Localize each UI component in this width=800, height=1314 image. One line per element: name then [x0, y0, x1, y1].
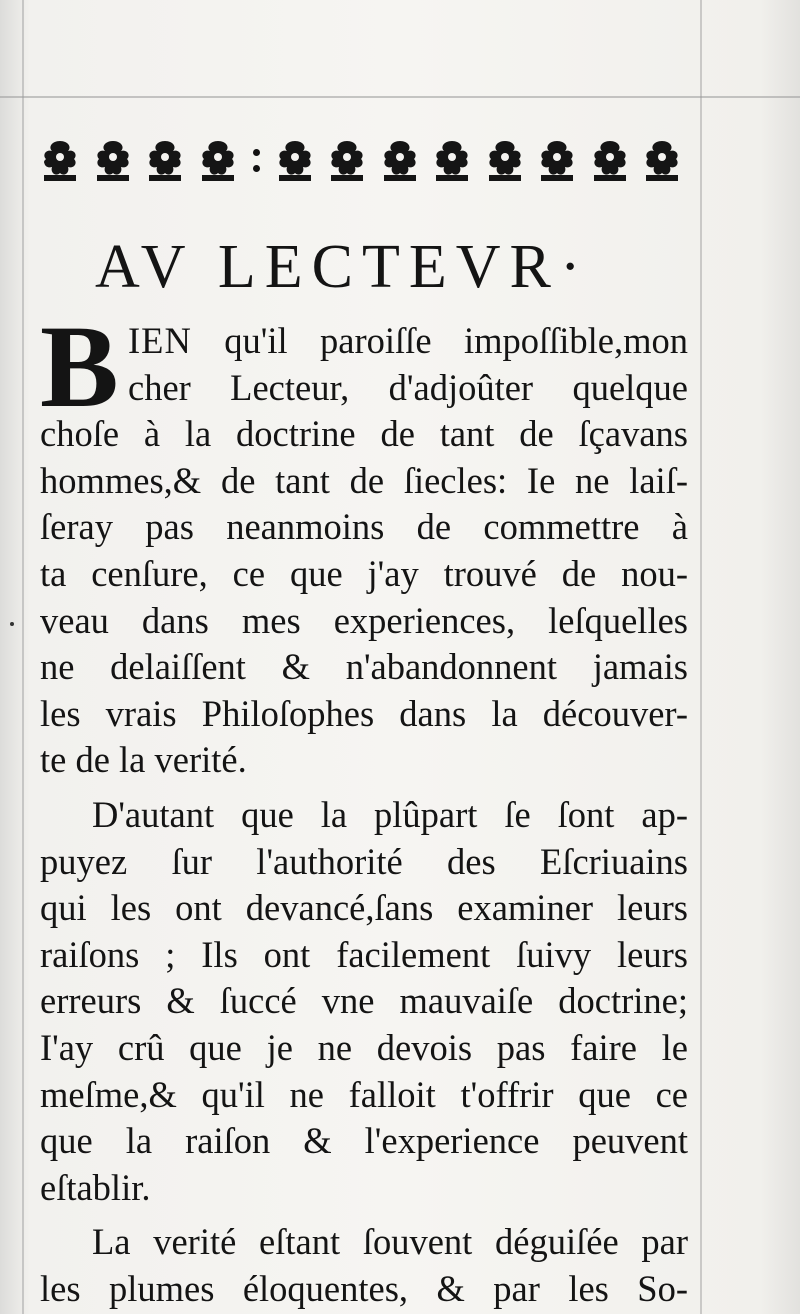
- first-word: IEN: [128, 320, 192, 361]
- text-line: meſme,& qu'il ne falloit t'offrir que ce: [40, 1073, 688, 1115]
- page-title: AV LECTEVR·: [95, 233, 590, 301]
- fleuron-icon: [432, 137, 472, 183]
- text-line: eſtablir.: [40, 1166, 151, 1208]
- text-line: les plumes éloquentes, & par les So-: [40, 1267, 688, 1309]
- fleuron-icon: [642, 137, 682, 183]
- paragraph-1: [40, 301, 689, 784]
- text-line: choſe à la doctrine de tant de ſçavans: [40, 413, 688, 455]
- text-line: D'autant que la plûpart ſe ſont ap-: [92, 793, 688, 835]
- page-rule-top: [0, 96, 800, 98]
- fleuron-icon: [380, 137, 420, 183]
- paragraph-3: [40, 1219, 688, 1312]
- text-line: qui les ont devancé,ſans examiner leurs: [40, 887, 688, 929]
- ink-speck: [10, 622, 14, 626]
- text-line: hommes,& de tant de ſiecles: Ie ne laiſ-: [40, 459, 688, 501]
- fleuron-icon: [93, 137, 133, 183]
- page-rule-right: [700, 0, 702, 1314]
- ornament-band: [40, 132, 682, 188]
- fleuron-icon: [198, 137, 238, 183]
- text-line: erreurs & ſuccé vne mauvaiſe doctrine;: [40, 980, 688, 1022]
- fleuron-icon: [485, 137, 525, 183]
- fleuron-icon: [537, 137, 577, 183]
- text-line: IEN qu'il paroiſſe impoſſible,mon: [128, 320, 689, 361]
- text-line: ta cenſure, ce que j'ay trouvé de nou-: [40, 552, 688, 594]
- text-line: I'ay crû que je ne devois pas faire le: [40, 1026, 688, 1068]
- fleuron-icon: [590, 137, 630, 183]
- page-rule-left: [22, 0, 24, 1314]
- text-line: cher Lecteur, d'adjoûter quelque: [128, 366, 688, 408]
- fleuron-icon: [327, 137, 367, 183]
- text-line: puyez ſur l'authorité des Eſcriuains: [40, 840, 688, 882]
- drop-cap: B: [40, 301, 119, 432]
- body-text: [40, 301, 689, 1312]
- paragraph-2: [40, 792, 688, 1211]
- text-line: ſeray pas neanmoins de commettre à: [40, 506, 688, 548]
- text-line: veau dans mes experiences, leſquelles: [40, 599, 688, 641]
- text-line: raiſons ; Ils ont facilement ſuivy leurs: [40, 933, 688, 975]
- text-line: ne delaiſſent & n'abandonnent jamais: [40, 646, 688, 688]
- fleuron-icon: [145, 137, 185, 183]
- fleuron-icon: [40, 137, 80, 183]
- ornament-colon-icon: [250, 137, 262, 183]
- text-line: les vrais Philoſophes dans la découver-: [40, 692, 688, 734]
- text-line: La verité eſtant ſouvent déguiſée par: [92, 1221, 688, 1263]
- text-line: que la raiſon & l'experience peuvent: [40, 1120, 688, 1162]
- text-line: te de la verité.: [40, 739, 247, 781]
- fleuron-icon: [275, 137, 315, 183]
